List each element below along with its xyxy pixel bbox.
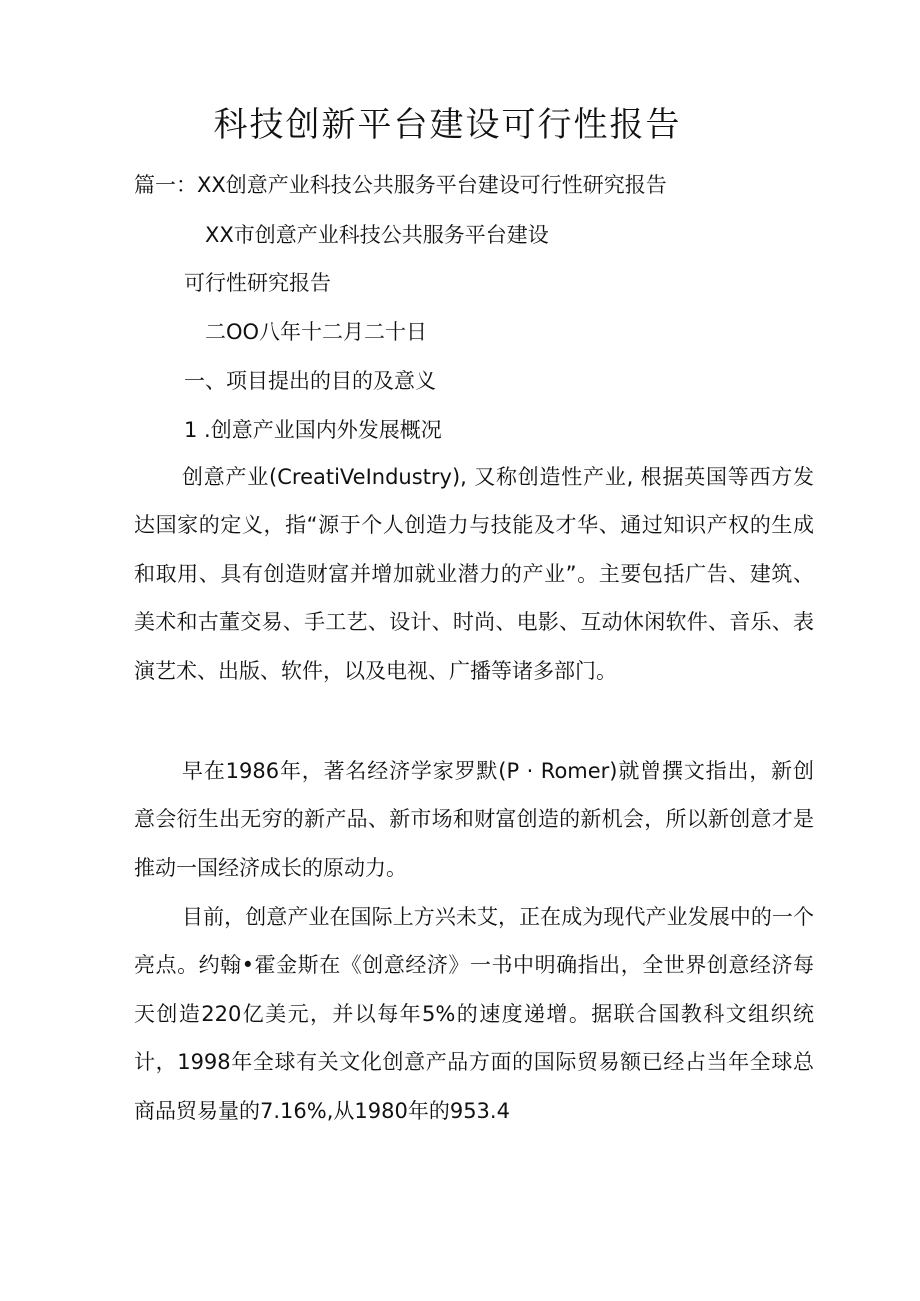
- subtitle-line-1: XX市创意产业科技公共服务平台建设: [205, 223, 549, 247]
- body-paragraph-2: 早在1986年，著名经济学家罗默(P · Romer)就曾撰文指出，新创意会衍生出无穷的新产品、新市场和财富创造的新机会，所以新创意才是推动一国经济成长的原动力。: [134, 759, 814, 880]
- subtitle-line-2: 可行性研究报告: [184, 271, 331, 295]
- body-paragraph-1: 创意产业(CreatiVeIndustry), 又称创造性产业, 根据英国等西方发达国家的定义，指“源于个人创造力与技能及才华、通过知识产权的生成和取用、具有创造财富并增加就业潜力的产业”。主要包括广告、建筑、美术和古董交易、手工艺、设计、时尚、电影、互动休闲软件、音乐、表演艺术、出版、软件，以及电视、广播等诸多部门。: [134, 465, 814, 683]
- chapter-heading: 篇一：XX创意产业科技公共服务平台建设可行性研究报告: [134, 173, 667, 197]
- section-heading: 一、项目提出的目的及意义: [184, 369, 436, 393]
- subsection-heading: 1 .创意产业国内外发展概况: [184, 418, 442, 442]
- report-date: 二OO八年十二月二十日: [205, 320, 428, 344]
- document-title: 科技创新平台建设可行性报告: [213, 105, 682, 145]
- body-paragraph-3: 目前，创意产业在国际上方兴未艾，正在成为现代产业发展中的一个亮点。约翰•霍金斯在《创意经济》一书中明确指出，全世界创意经济每天创造220亿美元，并以每年5%的速度递增。据联合国教科文组织统计，1998年全球有关文化创意产品方面的国际贸易额已经占当年全球总商品贸易量的7.16%,从1980年的953.4: [134, 905, 814, 1123]
